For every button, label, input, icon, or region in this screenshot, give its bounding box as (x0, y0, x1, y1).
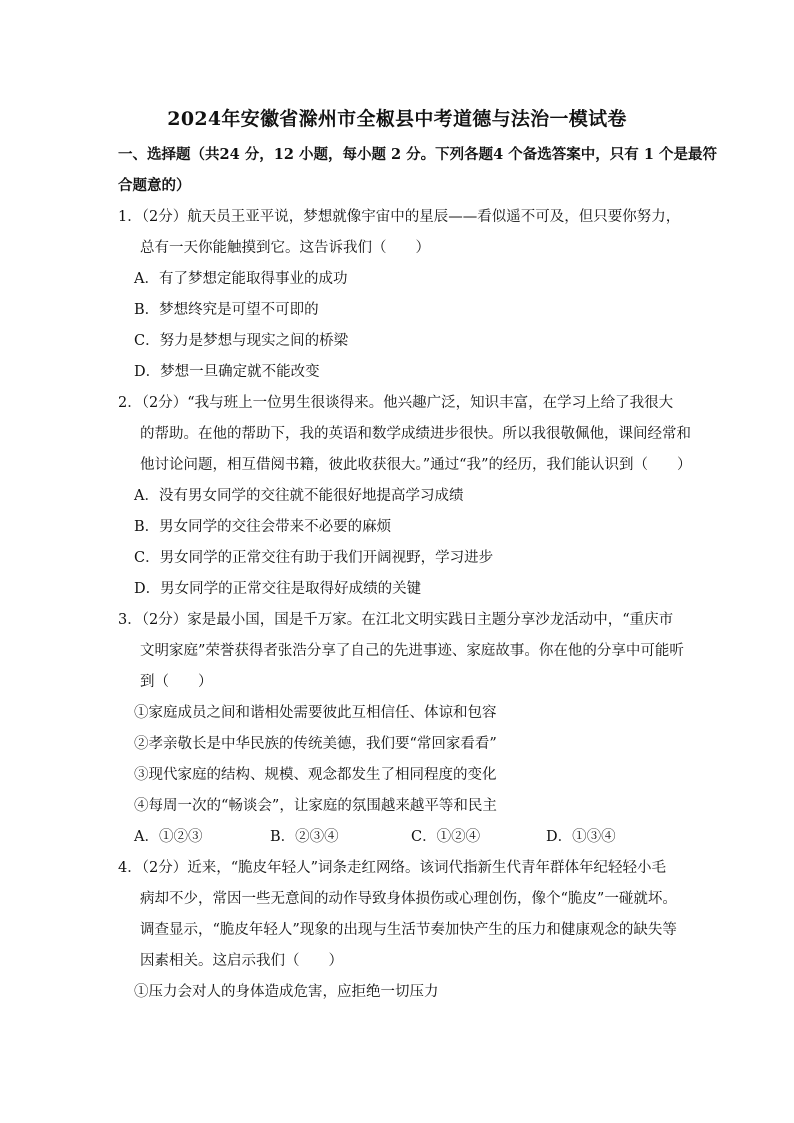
question-2-line-1: 2．（2分）“我与班上一位男生很谈得来。他兴趣广泛，知识丰富，在学习上给了我很大 (118, 395, 674, 411)
question-1-option-a: A．有了梦想定能取得事业的成功 (134, 271, 348, 287)
question-2-line-3: 他讨论问题，相互借阅书籍，彼此收获很大。”通过“我”的经历，我们能认识到（ ） (140, 457, 692, 473)
question-3-statement-4: ④每周一次的“畅谈会”，让家庭的氛围越来越平等和民主 (134, 798, 497, 814)
question-2-line-2: 的帮助。在他的帮助下，我的英语和数学成绩进步很快。所以我很敬佩他，课间经常和 (140, 426, 691, 442)
question-1-option-b: B．梦想终究是可望不可即的 (134, 302, 319, 318)
question-4-line-2: 病却不少，常因一些无意间的动作导致身体损伤或心理创伤，像个“脆皮”一碰就坏。 (140, 891, 677, 907)
question-3-line-3: 到（ ） (140, 674, 213, 690)
question-3-statement-2: ②孝亲敬长是中华民族的传统美德，我们要“常回家看看” (134, 736, 497, 752)
question-3-option-a: A．①②③ (134, 829, 203, 845)
question-1-option-d: D．梦想一旦确定就不能改变 (134, 364, 320, 380)
question-3-option-d: D．①③④ (546, 829, 616, 845)
question-1-line-2: 总有一天你能触摸到它。这告诉我们（ ） (140, 240, 430, 256)
question-3-statement-3: ③现代家庭的结构、规模、观念都发生了相同程度的变化 (134, 767, 497, 783)
question-1-line-1: 1．（2分）航天员王亚平说，梦想就像宇宙中的星辰——看似遥不可及，但只要你努力， (118, 209, 681, 225)
question-2-option-d: D．男女同学的正常交往是取得好成绩的关键 (134, 581, 422, 597)
question-3-statement-1: ①家庭成员之间和谐相处需要彼此互相信任、体谅和包容 (134, 705, 497, 721)
question-4-line-3: 调查显示，“脆皮年轻人”现象的出现与生活节奏加快产生的压力和健康观念的缺失等 (140, 922, 677, 938)
question-2-option-b: B．男女同学的交往会带来不必要的麻烦 (134, 519, 392, 535)
section-heading-line-1: 一、选择题（共24 分，12 小题，每小题 2 分。下列各题4 个备选答案中，只有 1 个是最符 (118, 146, 717, 163)
question-2-option-c: C．男女同学的正常交往有助于我们开阔视野，学习进步 (134, 550, 494, 566)
question-3-option-b: B．②③④ (270, 829, 339, 845)
question-3-option-c: C．①②④ (411, 829, 481, 845)
question-1-option-c: C．努力是梦想与现实之间的桥梁 (134, 333, 349, 349)
page-title: 2024年安徽省滁州市全椒县中考道德与法治一模试卷 (167, 108, 627, 130)
question-3-line-1: 3．（2分）家是最小国，国是千万家。在江北文明实践日主题分享沙龙活动中，“重庆市 (118, 612, 674, 628)
question-4-line-1: 4．（2分）近来，“脆皮年轻人”词条走红网络。该词代指新生代青年群体年纪轻轻小毛 (118, 860, 667, 876)
section-heading-line-2: 合题意的） (118, 177, 191, 194)
question-4-statement-1: ①压力会对人的身体造成危害，应拒绝一切压力 (134, 984, 439, 1000)
question-3-options-row (0, 827, 794, 847)
question-3-line-2: 文明家庭”荣誉获得者张浩分享了自己的先进事迹、家庭故事。你在他的分享中可能听 (140, 643, 684, 659)
question-4-line-4: 因素相关。这启示我们（ ） (140, 953, 343, 969)
question-2-option-a: A．没有男女同学的交往就不能很好地提高学习成绩 (134, 488, 464, 504)
